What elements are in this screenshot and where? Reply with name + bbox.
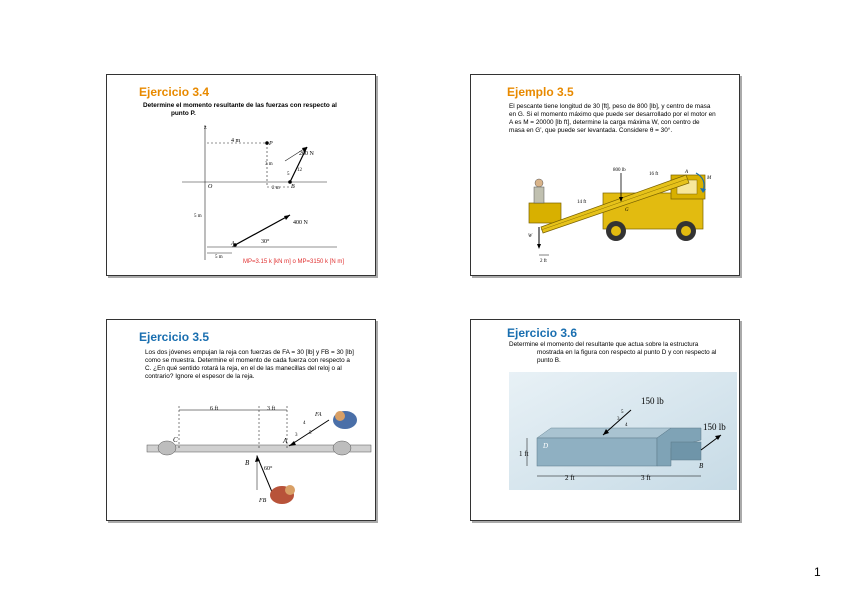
ratio-label: 5 (287, 172, 290, 177)
point-label: G (625, 208, 629, 213)
ratio-label: 4 (625, 423, 628, 428)
ratio-label: 12 (297, 168, 302, 173)
text-line: contrario? Ignore el espesor de la reja. (145, 373, 255, 380)
text-line: A es M = 20000 [lb ft], determine la carga máxima W, con centro de (509, 119, 700, 126)
dimension-label: 3 ft (267, 406, 276, 412)
point-label: P (269, 141, 273, 147)
ratio-label: 3 (617, 417, 620, 422)
text-line: Determine el momento del resultante que actua sobre la estructura (509, 341, 699, 348)
text-line: mostrada en la figura con respecto al punto D y con respecto al (537, 349, 717, 356)
ratio-label: 5 (621, 410, 624, 415)
force-label: 150 lb (641, 396, 664, 406)
slide-ejercicio-3-5 (106, 319, 376, 521)
angle-label: 30° (261, 239, 270, 245)
weight-label: 800 lb (613, 168, 626, 173)
point-label: B (291, 184, 295, 190)
answer-text: MP=3.15 k [kN m] o MP=3150 k [N m] (243, 259, 345, 265)
dimension-label: 6 ft (210, 406, 219, 412)
dimension-label: 1 ft (519, 450, 529, 458)
text-line: masa en G', que puede ser levantada. Considere θ = 30°. (509, 127, 673, 134)
point-label: A (685, 170, 689, 175)
text-line: punto P. (171, 110, 196, 117)
crane-truck-figure (471, 75, 740, 276)
ratio-label: 5 (309, 431, 312, 436)
text-line: El pescante tiene longitud de 30 [ft], peso de 800 [lb], y centro de masa (509, 103, 711, 110)
bracket-figure (471, 320, 740, 521)
force-label: FB (259, 498, 267, 504)
dimension-label: 3 m (265, 162, 273, 167)
moment-label: M (707, 176, 712, 181)
point-label: A (231, 241, 235, 247)
slide-title: Ejercicio 3.4 (139, 85, 210, 99)
text-line: Los dos jóvenes empujan la reja con fuerzas de FA = 30 [lb] y FB = 30 [lb] (145, 349, 354, 356)
force-label: 260 N (299, 151, 314, 157)
gate-figure (107, 320, 376, 521)
text-line: Determine el momento resultante de las fuerzas con respecto al (143, 102, 337, 109)
axis-label: z (204, 125, 207, 131)
point-label: C (173, 436, 178, 444)
dimension-label: 4 m (231, 138, 241, 144)
slide-title: Ejercicio 3.6 (507, 326, 578, 340)
text-line: en G. Si el momento máximo que puede ser desarrollado por el motor en (509, 111, 716, 118)
moment-diagram-figure (107, 75, 376, 276)
point-label: B (699, 462, 704, 470)
point-label: A (283, 437, 288, 445)
text-line: C. ¿En qué sentido rotará la reja, en el de las manecillas del reloj o al (145, 365, 342, 372)
force-label: 400 N (293, 220, 308, 226)
dimension-label: 5 m (215, 255, 223, 260)
slide-title: Ejercicio 3.5 (139, 330, 210, 344)
page-number: 1 (814, 565, 821, 579)
force-label: FA (315, 412, 322, 418)
slide-title: Ejemplo 3.5 (507, 85, 574, 99)
force-label: 150 lb (703, 422, 726, 432)
dimension-label: 14 ft (577, 200, 587, 205)
text-line: punto B. (537, 357, 561, 364)
dimension-label: 5 m (194, 214, 202, 219)
slide-ejercicio-3-6 (470, 319, 740, 521)
slide-ejercicio-3-4 (106, 74, 376, 276)
dimension-label: 2 m (272, 186, 280, 191)
dimension-label: 16 ft (649, 172, 659, 177)
point-label: B (245, 459, 250, 467)
dimension-label: 2 ft (565, 474, 575, 482)
dimension-label: 3 ft (641, 474, 651, 482)
ratio-label: 3 (295, 433, 298, 438)
weight-label: W (528, 234, 533, 239)
point-label: D (543, 442, 549, 450)
point-label: O (208, 184, 213, 190)
slide-ejemplo-3-5 (470, 74, 740, 276)
text-line: como se muestra. Determine el momento de cada fuerza con respecto a (145, 357, 350, 364)
angle-label: 60° (264, 466, 273, 472)
ratio-label: 4 (303, 421, 306, 426)
dimension-label: 2 ft (540, 259, 547, 264)
